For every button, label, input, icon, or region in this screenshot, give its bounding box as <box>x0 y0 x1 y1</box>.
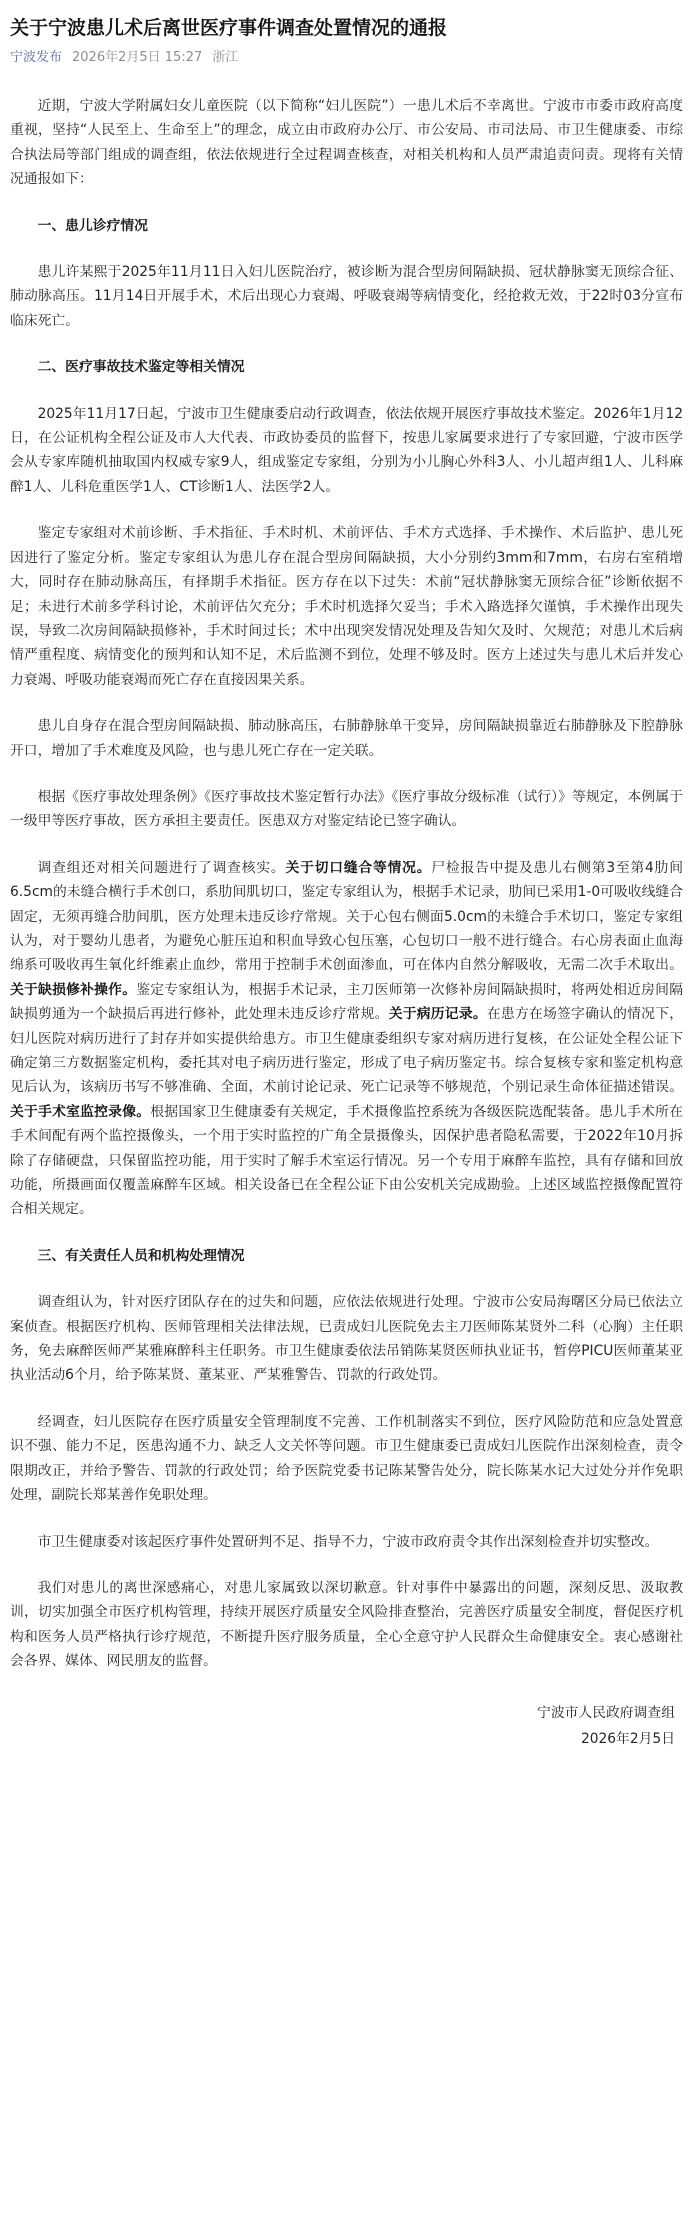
publish-location: 浙江 <box>212 50 239 65</box>
detail-lead: 调查组还对相关问题进行了调查核实。 <box>37 859 286 876</box>
paragraph: 鉴定专家组对术前诊断、手术指征、手术时机、术前评估、手术方式选择、手术操作、术后监护、患儿死因进行了鉴定分析。鉴定专家组认为患儿存在混合型房间隔缺损，大小分别约3mm和7mm，右房右室稍增大，同时存在肺动脉高压，有择期手术指征。医方存在以下过失：术前“冠状静脉窦无顶综合征”诊断依据不足；未进行术前多学科讨论，术前评估欠充分；手术时机选择欠妥当；手术入路选择欠谨慎，手术操作出现失误，导致二次房间隔缺损修补，手术时间过长；术中出现突发情况处理及告知欠及时、欠规范；对患儿术后病情严重程度、病情变化的预判和认知不足，术后监测不到位，处理不够及时。医方上述过失与患儿术后并发心力衰竭、呼吸功能衰竭而死亡存在直接因果关系。 <box>10 525 683 688</box>
detail-surveillance-text: 根据国家卫生健康委有关规定，手术摄像监控系统为各级医院选配装备。患儿手术所在手术间配有两个监控摄像头，一个用于实时监控的广角全景摄像头，因保护患者隐私需要，于2022年10月拆除了存储硬盘，只保留监控功能，用于实时了解手术室运行情况。另一个专用于麻醉车监控，具有存储和回放功能，所摄画面仅覆盖麻醉车区域。相关设备已在全程公证下由公安机关完成勘验。上述区域监控摄像配置符合相关规定。 <box>10 1103 684 1218</box>
article-body <box>10 94 683 1752</box>
signature-date: 2026年2月5日 <box>580 1730 675 1747</box>
section-heading-2: 二、医疗事故技术鉴定等相关情况 <box>37 359 245 376</box>
subheading-incision: 关于切口缝合等情况。 <box>285 859 432 876</box>
section-heading-1: 一、患儿诊疗情况 <box>37 217 148 234</box>
subheading-records: 关于病历记录。 <box>388 1006 487 1023</box>
subheading-repair: 关于缺损修补操作。 <box>10 981 137 998</box>
article-title: 关于宁波患儿术后离世医疗事件调查处置情况的通报 <box>10 17 448 39</box>
paragraph: 市卫生健康委对该起医疗事件处置研判不足、指导不力，宁波市政府责令其作出深刻检查并切实整改。 <box>37 1533 659 1550</box>
article-meta <box>10 48 683 68</box>
paragraph: 2025年11月17日起，宁波市卫生健康委启动行政调查，依法依规开展医疗事故技术鉴定。2026年1月12日，在公证机构全程公证及市人大代表、市政协委员的监督下，按患儿家属要求进行了专家回避，宁波市医学会从专家库随机抽取国内权威专家9人，组成鉴定专家组，分别为小儿胸心外科3人、小儿超声组1人、儿科麻醉1人、儿科危重医学1人、CT诊断1人、法医学2人。 <box>10 405 683 495</box>
paragraph: 经调查，妇儿医院存在医疗质量安全管理制度不完善、工作机制落实不到位，医疗风险防范和应急处置意识不强、能力不足，医患沟通不力、缺乏人文关怀等问题。市卫生健康委已责成妇儿医院作出深刻检查，责令限期改正，并给予警告、罚款的行政处罚；给予医院党委书记陈某警告处分，院长陈某水记大过处分并作免职处理，副院长郑某善作免职处理。 <box>10 1413 683 1504</box>
intro-paragraph: 近期，宁波大学附属妇女儿童医院（以下简称“妇儿医院”）一患儿术后不幸离世。宁波市市委市政府高度重视，坚持“人民至上、生命至上”的理念，成立由市政府办公厅、市公安局、市司法局、市卫生健康委、市综合执法局等部门组成的调查组，依法依规进行全过程调查核查，对相关机构和人员严肃追责问责。现将有关情况通报如下： <box>10 98 683 188</box>
signature-block <box>10 1700 683 1752</box>
source-link[interactable]: 宁波发布 <box>10 50 63 65</box>
signature-org: 宁波市人民政府调查组 <box>537 1704 675 1721</box>
paragraph: 患儿自身存在混合型房间隔缺损、肺动脉高压，右肺静脉单干变异，房间隔缺损靠近右肺静脉及下腔静脉开口，增加了手术难度及风险，也与患儿死亡存在一定关联。 <box>10 718 683 759</box>
detail-records-text: 在患方在场签字确认的情况下，妇儿医院对病历进行了封存并如实提供给患方。市卫生健康委组织专家对病历进行复核，在公证处全程公证下确定第三方数据鉴定机构，委托其对电子病历进行鉴定，形成了电子病历鉴定书。综合复核专家和鉴定机构意见后认为，该病历书写不够准确、全面，术前讨论记录、死亡记录等不够规范，个别记录生命体征描述错误。 <box>10 1006 684 1096</box>
subheading-surveillance: 关于手术室监控录像。 <box>10 1103 151 1120</box>
paragraph: 调查组认为，针对医疗团队存在的过失和问题，应依法依规进行处理。宁波市公安局海曙区分局已依法立案侦查。根据医疗机构、医师管理相关法律法规，已责成妇儿医院免去主刀医师陈某贤外二科（心胸）主任职务，免去麻醉医师严某雅麻醉科主任职务。市卫生健康委依法吊销陈某贤医师执业证书，暂停PICU医师董某亚执业活动6个月，给予陈某贤、董某亚、严某雅警告、罚款的行政处罚。 <box>10 1294 683 1384</box>
detail-paragraph <box>10 856 683 1222</box>
paragraph: 我们对患儿的离世深感痛心，对患儿家属致以深切歉意。针对事件中暴露出的问题，深刻反思、汲取教训，切实加强全市医疗机构管理，持续开展医疗质量安全风险排查整治，完善医疗质量安全制度，督促医疗机构和医务人员严格执行诊疗规范，不断提升医疗服务质量，全心全意守护人民群众生命健康安全。衷心感谢社会各界、媒体、网民朋友的监督。 <box>10 1579 683 1670</box>
detail-repair-text: 鉴定专家组认为，根据手术记录，主刀医师第一次修补房间隔缺损时，将两处相近房间隔缺损剪通为一个缺损后再进行修补，此处理未违反诊疗常规。 <box>10 981 684 1023</box>
paragraph: 根据《医疗事故处理条例》《医疗事故技术鉴定暂行办法》《医疗事故分级标准（试行）》等规定，本例属于一级甲等医疗事故，医方承担主要责任。医患双方对鉴定结论已签字确认。 <box>10 788 683 830</box>
publish-date: 2026年2月5日 15:27 <box>72 50 203 65</box>
paragraph: 患儿许某熙于2025年11月11日入妇儿医院治疗，被诊断为混合型房间隔缺损、冠状静脉窦无顶综合征、肺动脉高压。11月14日开展手术，术后出现心力衰竭、呼吸衰竭等病情变化，经抢救无效，于22时03分宣布临床死亡。 <box>10 264 683 329</box>
detail-incision-text: 尸检报告中提及患儿右侧第3至第4肋间6.5cm的未缝合横行手术创口，系肋间肌切口，鉴定专家组认为，根据手术记录，肋间已采用1-0可吸收线缝合固定，无须再缝合肋间肌，医方处理未违反诊疗常规。关于心包右侧面5.0cm的未缝合手术切口，鉴定专家组认为，对于婴幼儿患者，为避免心脏压迫和积血导致心包压塞，心包切口一般不进行缝合。右心房表面止血海绵系可吸收再生氧化纤维素止血纱，常用于控制手术创面渗血，可在体内自然分解吸收，无需二次手术取出。 <box>10 859 683 974</box>
section-heading-3: 三、有关责任人员和机构处理情况 <box>37 1247 245 1264</box>
